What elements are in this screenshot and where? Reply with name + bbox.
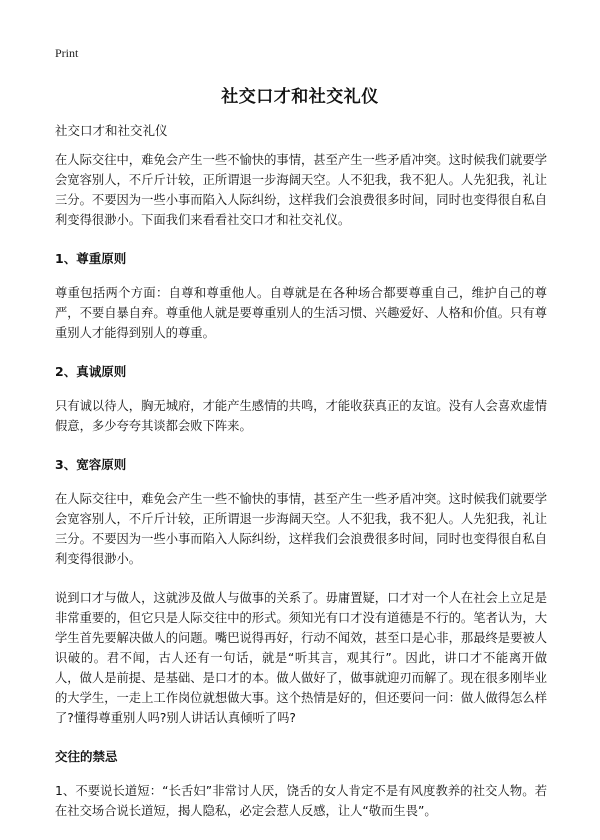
- taboo-paragraph: 1、不要说长道短：“长舌妇”非常讨人厌，饶舌的女人肯定不是有风度教养的社交人物。若在社交场合说长道短，揭人隐私，必定会惹人反感，让人“敬而生畏”。: [55, 784, 547, 818]
- tolerance-paragraph: 在人际交往中，难免会产生一些不愉快的事情，甚至产生一些矛盾冲突。这时候我们就要学会宽容别人，不斤斤计较，正所谓退一步海阔天空。人不犯我，我不犯人。人先犯我，礼让三分。不要因为一些小事而陷入人际纠纷，这样我们会浪费很多时间，同时也变得很自私自利变得很渺小。: [55, 492, 547, 566]
- heading-sincerity: 2、真诚原则: [55, 364, 127, 379]
- heading-tolerance: 3、宽容原则: [55, 457, 127, 472]
- eloquence-paragraph: 说到口才与做人，这就涉及做人与做事的关系了。毋庸置疑，口才对一个人在社会上立足是非常重要的，但它只是人际交往中的形式。须知光有口才没有道德是不行的。笔者认为，大学生首先要解决做人的问题。嘴巴说得再好，行动不闻效，甚至口是心非，那最终是要被人识破的。君不闻，古人还有一句话，就是“听其言，观其行”。因此，讲口才不能离开做人，做人是前提、是基础、是口才的本。做人做好了，做事就迎刃而解了。现在很多刚毕业的大学生，一走上工作岗位就想做大事。这个热情是好的，但还要问一问：做人做得怎么样了?懂得尊重别人吗?别人讲话认真倾听了吗?: [55, 591, 547, 725]
- page-subtitle: 社交口才和社交礼仪: [55, 123, 168, 138]
- page-title: 社交口才和社交礼仪: [221, 87, 379, 107]
- intro-paragraph: 在人际交往中，难免会产生一些不愉快的事情，甚至产生一些矛盾冲突。这时候我们就要学会宽容别人，不斤斤计较，正所谓退一步海阔天空。人不犯我，我不犯人。人先犯我，礼让三分。不要因为一些小事而陷入人际纠纷，这样我们会浪费很多时间，同时也变得很自私自利变得很渺小。下面我们来看看社交口才和社交礼仪。: [55, 153, 547, 227]
- article-body: [55, 150, 547, 840]
- respect-paragraph: 尊重包括两个方面：自尊和尊重他人。自尊就是在各种场合都要尊重自己，维护自己的尊严，不要自暴自弃。尊重他人就是要尊重别人的生活习惯、兴趣爱好、人格和价值。只有尊重别人才能得到别人的尊重。: [55, 286, 547, 340]
- sincerity-paragraph: 只有诚以待人，胸无城府，才能产生感情的共鸣，才能收获真正的友谊。没有人会喜欢虚情假意，多少夸夸其谈都会败下阵来。: [55, 399, 547, 433]
- heading-respect: 1、尊重原则: [55, 251, 127, 266]
- heading-taboos: 交往的禁忌: [55, 749, 118, 764]
- print-label[interactable]: Print: [55, 46, 79, 60]
